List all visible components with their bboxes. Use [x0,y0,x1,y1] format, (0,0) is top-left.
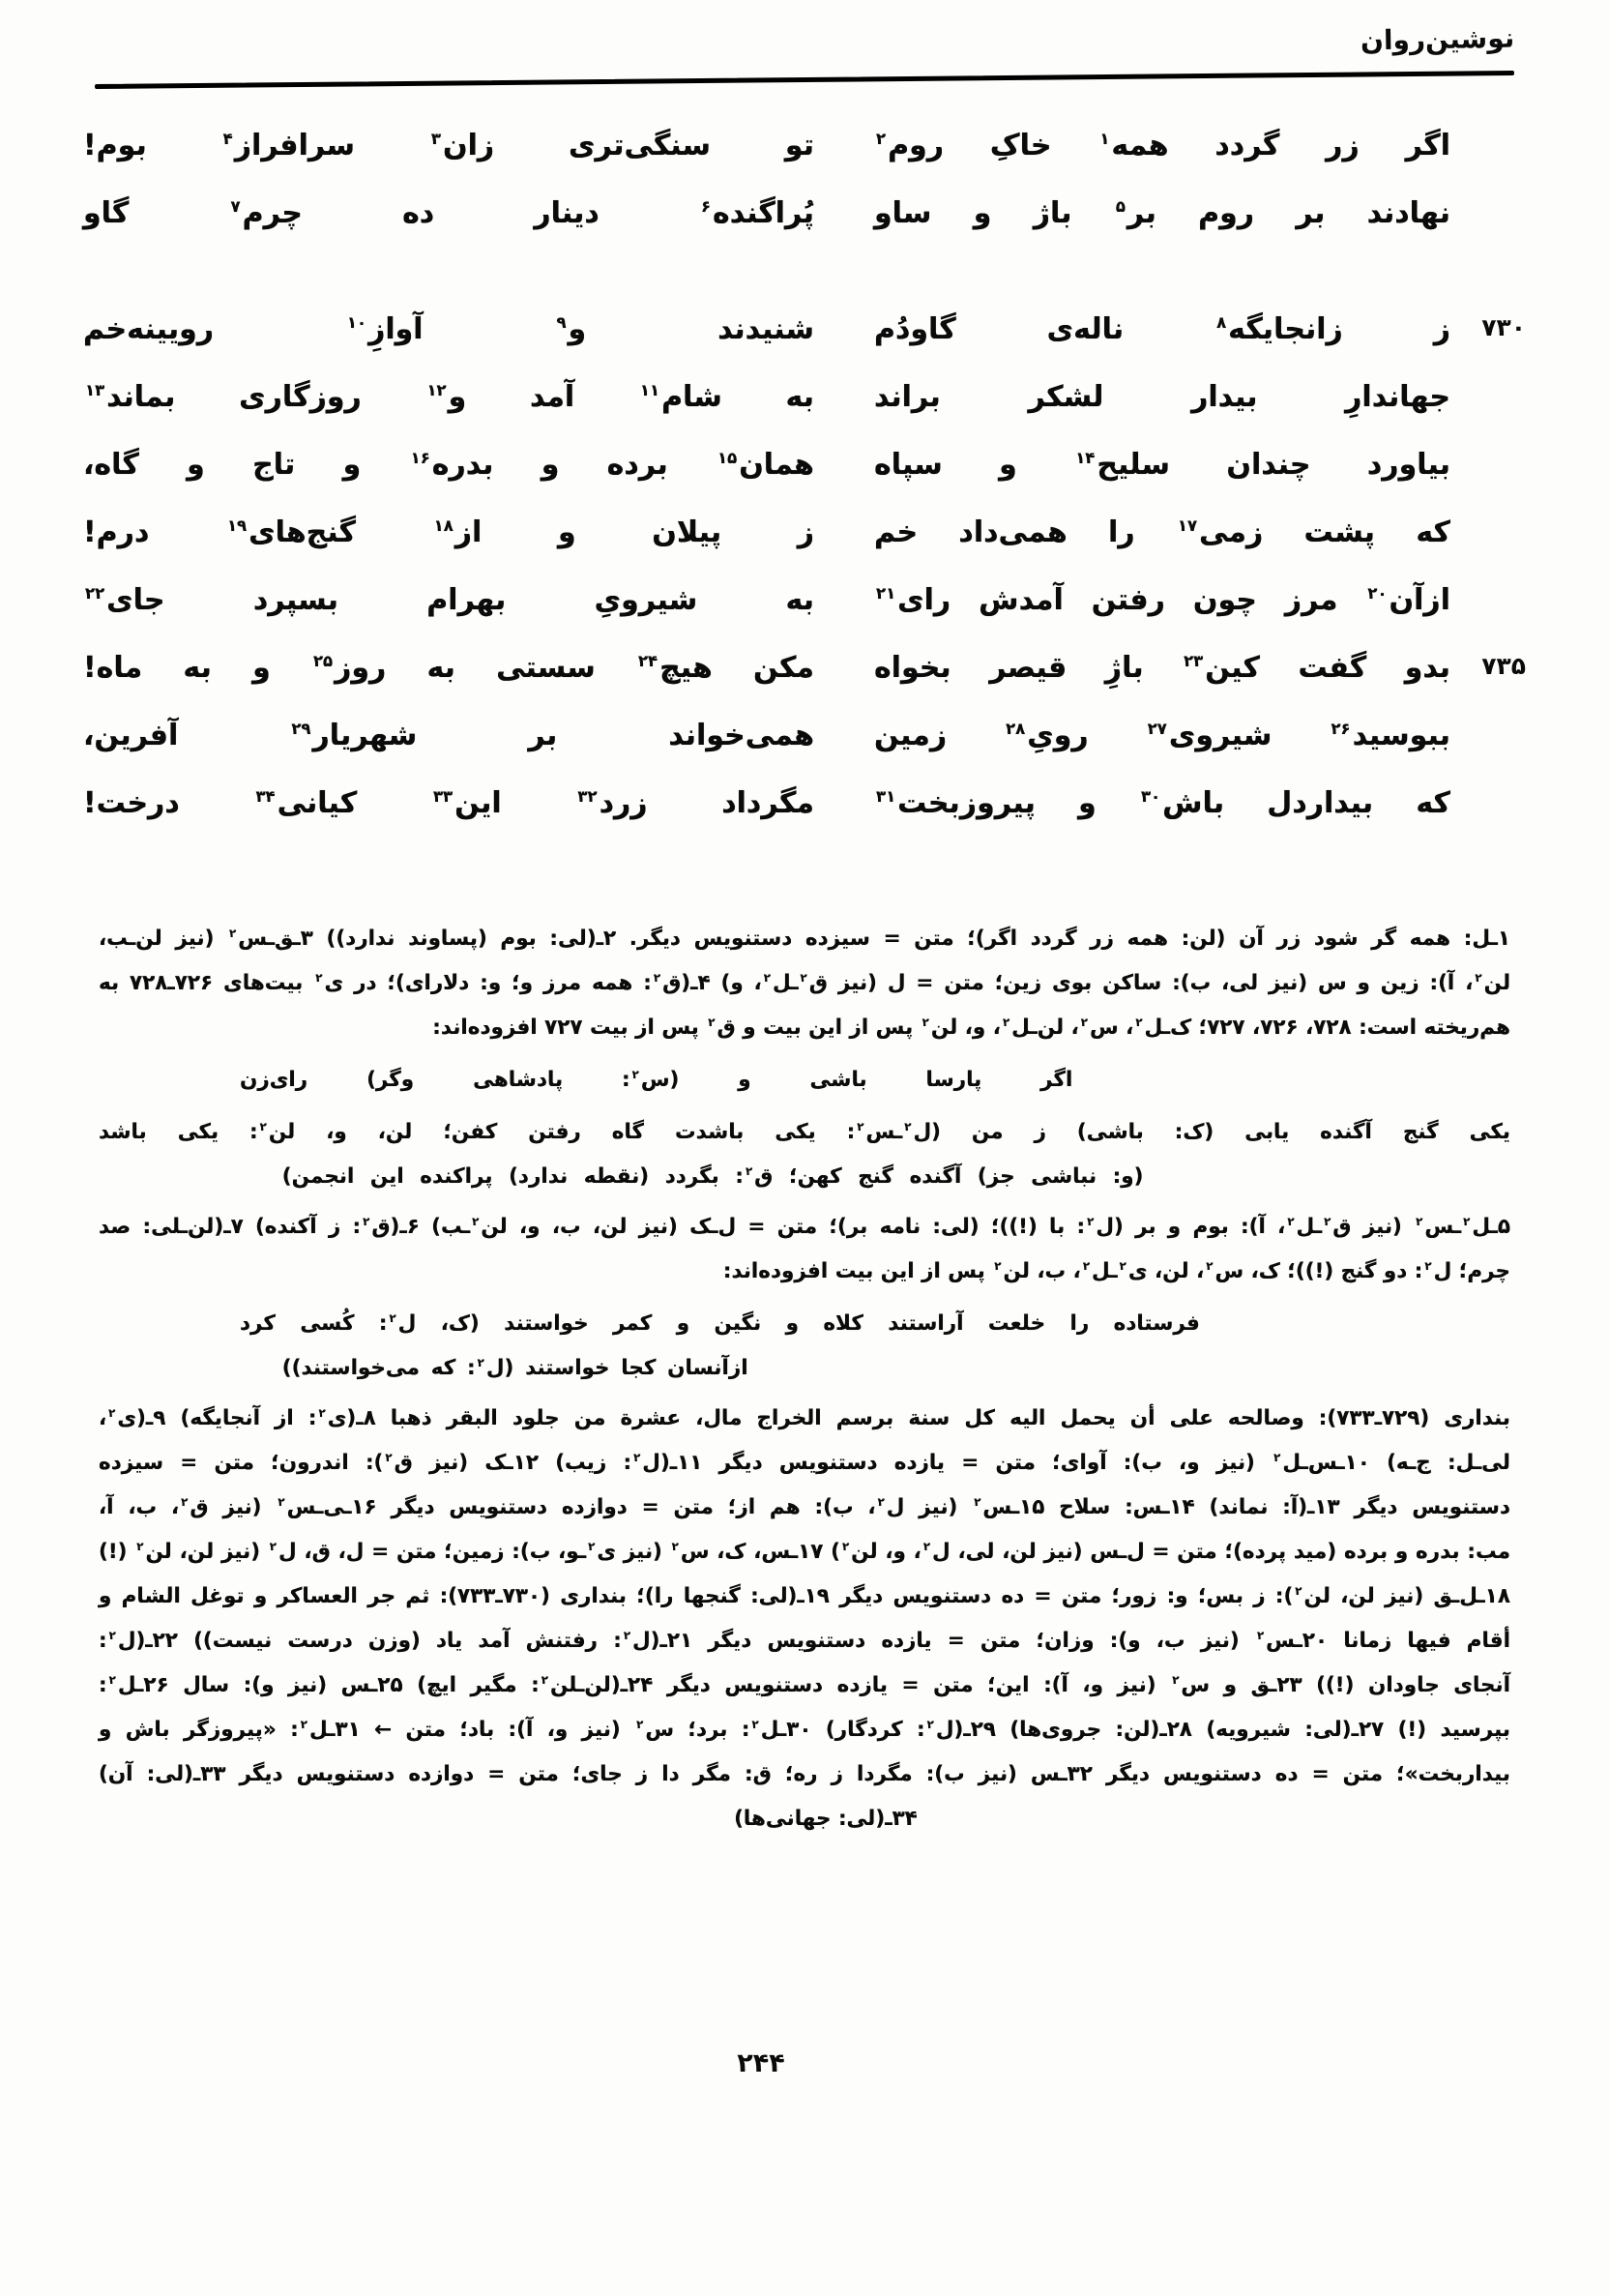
verse-row [83,501,1526,569]
footnote-line: یکی گنج آگنده یابی (ک: باشی) ز من (ل$^۲$ـس$^۲$: یکی باشدت گاه رفتن کفن؛ لن، و، لن$^۲$: یکی باشد [99,1119,1510,1144]
footnote-marker: ۲ [278,1494,285,1509]
footnote-marker: ۲ [926,1717,934,1731]
footnote-marker: ۲۵ [312,652,334,670]
footnote-marker: ۱۳ [85,381,105,399]
footnote-marker: ۲ [745,1163,753,1178]
footnote-marker: ۲ [904,1119,912,1133]
footnote-line: آنجای جاودان (!)) ۲۳ـق‌ و س$^۲$ (نیز و، آ): این؛ متن = یازده دستنویس دیگر ۲۴ـ(لن‌ـلن$^۲$: مگیر ایچ) ۲۵ـس (نیز و): سال ۲۶ـل$^۲$: [99,1672,1510,1697]
footnote-marker: ۲ [1082,1258,1091,1273]
footnote-line: ۵ـل$^۲$ـس$^۲$ (نیز ق$^۲$ـل$^۲$، آ): بوم و بر (ل$^۲$: با (!))؛ (لی: نامه بر)؛ متن = ل‌ـک (نیز لن، ب، و، لن$^۲$ـب) ۶ـ(ق$^۲$: ز آکنده) ۷ـ(لن‌ـلی: صد [99,1214,1510,1239]
footnote-marker: ۲ [1475,970,1482,985]
footnote-marker: ۲ [315,970,323,985]
footnote-marker: ۲ [389,1310,396,1325]
footnote-marker: ۲۴ [637,652,658,670]
footnote-marker: ۲ [108,1672,116,1687]
footnote-marker: ۷ [230,197,241,216]
hemistich-right: جهاندارِ بیدار لشکر براند [874,380,1450,414]
verse-number [1450,772,1526,787]
footnote-marker: ۲۶ [1331,720,1351,738]
footnote-marker: ۲ [877,1494,885,1509]
footnote-line: مب: بدره و برده (مید پرده)؛ متن = ل‌ـس (نیز لن، لی، ل$^۲$، و، لن$^۲$) ۱۷ـس، ک، س$^۲$ (نیز ی$^۲$ـو، ب): زمین؛ متن = ل، ق، ل$^۲$ (نیز لن، لن$^۲$ (!) [99,1539,1511,1564]
footnote-marker: ۱۶ [410,449,430,467]
footnote-marker: ۲ [631,1067,639,1081]
footnote-marker: ۲ [763,970,771,985]
footnote-marker: ۲ [1087,1214,1095,1228]
footnote-marker: ۲ [623,1628,631,1642]
footnote-marker: ۹ [556,313,567,332]
footnote-marker: ۲۳ [1184,652,1204,670]
footnote-marker: ۲ [300,1717,307,1731]
footnote-marker: ۲ [857,1119,864,1133]
footnote-line: ازآنسان کجا خواستند (ل$^۲$: که می‌خواستند)) [281,1355,748,1380]
verse-row [83,636,1526,704]
footnote-marker: ۱۱ [639,381,660,399]
verse-number: ۷۳۵ [1481,652,1526,680]
footnote-marker: ۲۲ [85,584,105,603]
footnote-marker: ۲۰ [1367,584,1388,603]
footnote-line: ۱ـل: همه گر شود زر آن (لن: همه زر گردد اگر)؛ متن = سیزده دستنویس دیگر. ۲ـ(لی: بوم (پساوند ندارد)) ۳ـق‌ـس$^۲$ (نیز لن‌ـب، [99,926,1511,951]
verse-number [1450,114,1526,130]
hemistich-right: ازآن$^{۲۰}$ مرز چون رفتن آمدش رای$^{۲۱}$ [876,583,1450,617]
verse-row [83,569,1526,636]
verse-number [1450,569,1526,584]
hemistich-right: اگر زر گردد همه$^۱$ خاکِ روم$^۲$ [876,129,1450,162]
hemistich-right: که بیداردل باش$^{۳۰}$ و پیروزبخت$^{۳۱}$ [876,786,1450,820]
verse-number [1450,182,1526,197]
footnote-marker: ۲ [994,1258,1002,1273]
verse-number [1450,366,1526,381]
footnote-marker: ۲ [181,1494,189,1509]
hemistich-right: بدو گفت کین$^{۲۳}$ باژِ قیصر بخواه [874,651,1450,685]
footnote-marker: ۲ [1287,1214,1295,1228]
hemistich-right: ببوسید$^{۲۶}$ شیروی$^{۲۷}$ رویِ$^{۲۸}$ زمین [874,719,1450,752]
footnote-marker: ۲ [1324,1214,1331,1228]
footnote-marker: ۲۹ [291,720,311,738]
footnote-line: لن$^۲$، آ): زین و س (نیز لی، ب): ساکن بوی زین؛ متن = ل (نیز ق$^۲$ـل$^۲$، و) ۴ـ(ق$^۲$: همه مرز و؛ و: دلارای)؛ در ی$^۲$ بیت‌های ۷۲۶ـ۷۲۸ به [99,970,1511,995]
footnote-marker: ۲ [229,926,237,940]
footnote-marker: ۲ [1256,1628,1265,1642]
footnote-marker: ۲۱ [876,584,896,603]
hemistich-left: ز پیلان و از$^{۱۸}$ گنج‌های$^{۱۹}$ درم! [83,515,815,549]
footnote-marker: ۲ [259,1119,267,1133]
footnote-marker: ۲ [922,1539,931,1553]
footnote-marker: ۲ [1172,1672,1180,1687]
footnote-marker: ۳۴ [255,787,276,806]
footnote-marker: ۲ [751,1717,759,1731]
footnote-marker: ۸ [1216,313,1227,332]
hemistich-left: به شام$^{۱۱}$ آمد و$^{۱۲}$ روزگاری بماند$^{۱۳}$ [85,380,814,414]
verse-row [83,114,1526,182]
hemistich-left: تو سنگی‌تری زان$^۳$ سرافراز$^۴$ بوم! [83,129,814,162]
footnote-marker: ۱۰ [346,313,367,332]
verse-number [1450,704,1526,720]
footnote-marker: ۴ [222,130,233,148]
footnote-line: هم‌ریخته است: ۷۲۸، ۷۲۶، ۷۲۷؛ ک‌ـل$^۲$، س$^۲$، لن‌ـل$^۲$، و، لن$^۲$ پس از این بیت و ق$^۲$ پس از بیت ۷۲۷ افزوده‌اند: [432,1015,1510,1040]
hemistich-right: که پشت زمی$^{۱۷}$ را همی‌داد خم [874,515,1450,549]
footnote-marker: ۲ [841,1539,850,1553]
footnote-marker: ۲ [922,1015,929,1029]
footnote-marker: ۱۵ [717,449,738,467]
footnote-marker: ۲ [653,970,661,985]
hemistich-left: شنیدند و$^۹$ آوازِ$^{۱۰}$ رویینه‌خم [83,312,815,346]
footnote-marker: ۱۸ [433,516,453,535]
footnote-marker: ۲۷ [1147,720,1167,738]
footnote-marker: ۳۰ [1141,787,1161,806]
footnote-line: لی‌ـل: ج‌ـه) ۱۰ـس‌ـل$^۲$ (نیز و، ب): آوای؛ متن = یازده دستنویس دیگر ۱۱ـ(ل$^۲$: زیب) ۱۲ـک (نیز ق$^۲$): اندرون؛ متن = سیزده [99,1450,1510,1475]
footnote-marker: ۳۱ [876,787,896,806]
footnote-marker: ۲ [671,1539,679,1553]
footnote-marker: ۲ [269,1539,278,1553]
footnote-marker: ۲ [1119,1258,1126,1273]
footnote-marker: ۲ [472,1214,480,1228]
footnote-marker: ۲ [1424,1258,1432,1273]
footnote-marker: ۵ [1115,197,1126,216]
footnote-marker: ۲ [1135,1015,1143,1029]
hemistich-left: پُراگنده$^۶$ دینار ده چرم$^۷$ گاو [83,196,814,230]
footnote-marker: ۲ [363,1214,370,1228]
footnote-marker: ۲ [974,1494,981,1509]
footnotes [99,917,1510,1841]
hemistich-right: نهادند بر روم بر$^۵$ باژ و ساو [874,196,1450,230]
footnote-line: دستنویس دیگر ۱۳ـ(آ: نماند) ۱۴ـس: سلاح ۱۵ـس$^۲$ (نیز ل$^۲$، ب): هم از؛ متن = دوازده دستنویس دیگر ۱۶ـی‌ـس$^۲$ (نیز ق$^۲$، ب، آ، [99,1494,1510,1519]
footnote-marker: ۲ [633,1450,641,1464]
footnote-marker: ۲ [477,1355,484,1369]
footnote-line: أقام فیها زمانا ۲۰ـس$^۲$ (نیز ب، و): وزان؛ متن = یازده دستنویس دیگر ۲۱ـ(ل$^۲$: رفتنش آمد یاد (وزن درست نیست)) ۲۲ـ(ل$^۲$: [99,1628,1510,1653]
footnote-line: ۱۸ـل‌ـق (نیز لن، لن$^۲$): ز بس؛ و: زور؛ متن = ده دستنویس دیگر ۱۹ـ(لی: گنجها را)؛ بنداری (۷۳۰ـ۷۳۳): ثم جر العساکر و توغل الشام و [99,1583,1510,1608]
footnote-line: فرستاده را خلعت آراستند کلاه و نگین و کمر خواستند (ک، ل$^۲$: کُسی کرد [240,1310,1200,1336]
footnote-marker: ۲ [708,1015,716,1029]
hemistich-right: ز زانجایگه$^۸$ ناله‌ی گاودُم [874,312,1450,346]
footnote-marker: ۲ [136,1539,144,1553]
header-rule [95,71,1514,89]
footnote-marker: ۲ [1206,1258,1214,1273]
footnote-line: بپرسید (!) ۲۷ـ(لی: شیرویه) ۲۸ـ(لن: جروی‌ها) ۲۹ـ(ل$^۲$: کردگار) ۳۰ـل$^۲$: برد؛ س$^۲$ (نیز و، آ): باد؛ متن ← ۳۱ـل$^۲$: «پیروزگر باش و [99,1717,1511,1742]
hemistich-left: به شیرویِ بهرام بسپرد جای$^{۲۲}$ [85,583,814,617]
footnote-marker: ۲ [1463,1214,1471,1228]
footnote-marker: ۲ [108,1628,116,1642]
footnote-marker: ۱۴ [1075,449,1096,467]
hemistich-right: بیاورد چندان سلیح$^{۱۴}$ و سپاه [874,448,1450,482]
footnote-marker: ۳ [430,130,441,148]
footnote-marker: ۲ [1295,1583,1302,1598]
hemistich-left: همان$^{۱۵}$ برده و بدره$^{۱۶}$ و تاج و گاه، [83,448,814,482]
verse-number [1450,501,1526,516]
footnote-line: بنداری (۷۲۹ـ۷۳۳): وصالحه علی أن یحمل الیه کل سنة برسم الخراج مال، عشرة من جلود البقر ذهبا ۸ـ(ی$^۲$: از آنجایگه) ۹ـ(ی$^۲$، [99,1405,1510,1430]
footnote-line: اگر پارسا باشی و (س$^۲$: پادشاهی وگر) رای‌زن [240,1067,1073,1092]
footnote-marker: ۳۳ [432,787,453,806]
footnote-marker: ۲ [318,1405,326,1420]
verse-row [83,298,1526,366]
verse-row [83,433,1526,501]
hemistich-left: همی‌خواند بر شهریار$^{۲۹}$ آفرین، [83,719,814,752]
running-header-title: نوشین‌روان [1360,21,1515,57]
verse-row [83,772,1526,839]
footnote-marker: ۲ [541,1672,548,1687]
verse-number: ۷۳۰ [1481,313,1526,341]
verse-number [1450,433,1526,449]
footnote-marker: ۱۲ [426,381,447,399]
hemistich-left: مکن هیچ$^{۲۴}$ سستی به روز$^{۲۵}$ و به ماه! [83,651,815,685]
verse-block [83,114,1526,839]
footnote-marker: ۲۸ [1006,720,1026,738]
footnote-marker: ۲ [588,1539,596,1553]
footnote-marker: ۲ [876,130,887,148]
verse-row [83,182,1526,250]
verse-row [83,704,1526,772]
footnote-marker: ۲ [1416,1214,1423,1228]
footnote-marker: ۱ [1099,130,1110,148]
footnote-marker: ۳۲ [577,787,598,806]
footnote-marker: ۲ [636,1717,644,1731]
footnote-line: چرم؛ ل$^۲$: دو گنج (!))؛ ک، س$^۲$، لن، ی$^۲$ـل$^۲$، ب، لن$^۲$ پس از این بیت افزوده‌اند: [722,1258,1510,1283]
page-number: ۲۴۴ [737,2048,785,2078]
hemistich-left: مگرداد زرد$^{۳۲}$ این$^{۳۳}$ کیانی$^{۳۴}$ درخت! [83,786,814,820]
footnote-marker: ۱۹ [226,516,248,535]
footnote-marker: ۲ [385,1450,393,1464]
footnote-line: (و: نباشی جز) آگنده گنج کهن؛ ق$^۲$: بگردد (نقطه ندارد) پراکنده این انجمن) [281,1163,1144,1189]
footnote-marker: ۱۷ [1177,516,1198,535]
footnote-marker: ۲ [800,970,807,985]
verse-row [83,366,1526,433]
footnote-marker: ۲ [1002,1015,1010,1029]
footnote-marker: ۲ [1273,1450,1281,1464]
footnote-marker: ۶ [700,197,712,216]
footnote-line: بیداربخت»؛ متن = ده دستنویس دیگر ۳۲ـس (نیز ب): مگردا ز ره؛ ق: مگر دا ز جای؛ متن = دوازده دستنویس دیگر ۳۳ـ(لی: آن) [99,1762,1510,1786]
footnote-marker: ۲ [1080,1015,1088,1029]
footnote-line: ۳۴ـ(لی: جهانی‌ها) [734,1807,918,1831]
footnote-marker: ۲ [108,1405,116,1420]
